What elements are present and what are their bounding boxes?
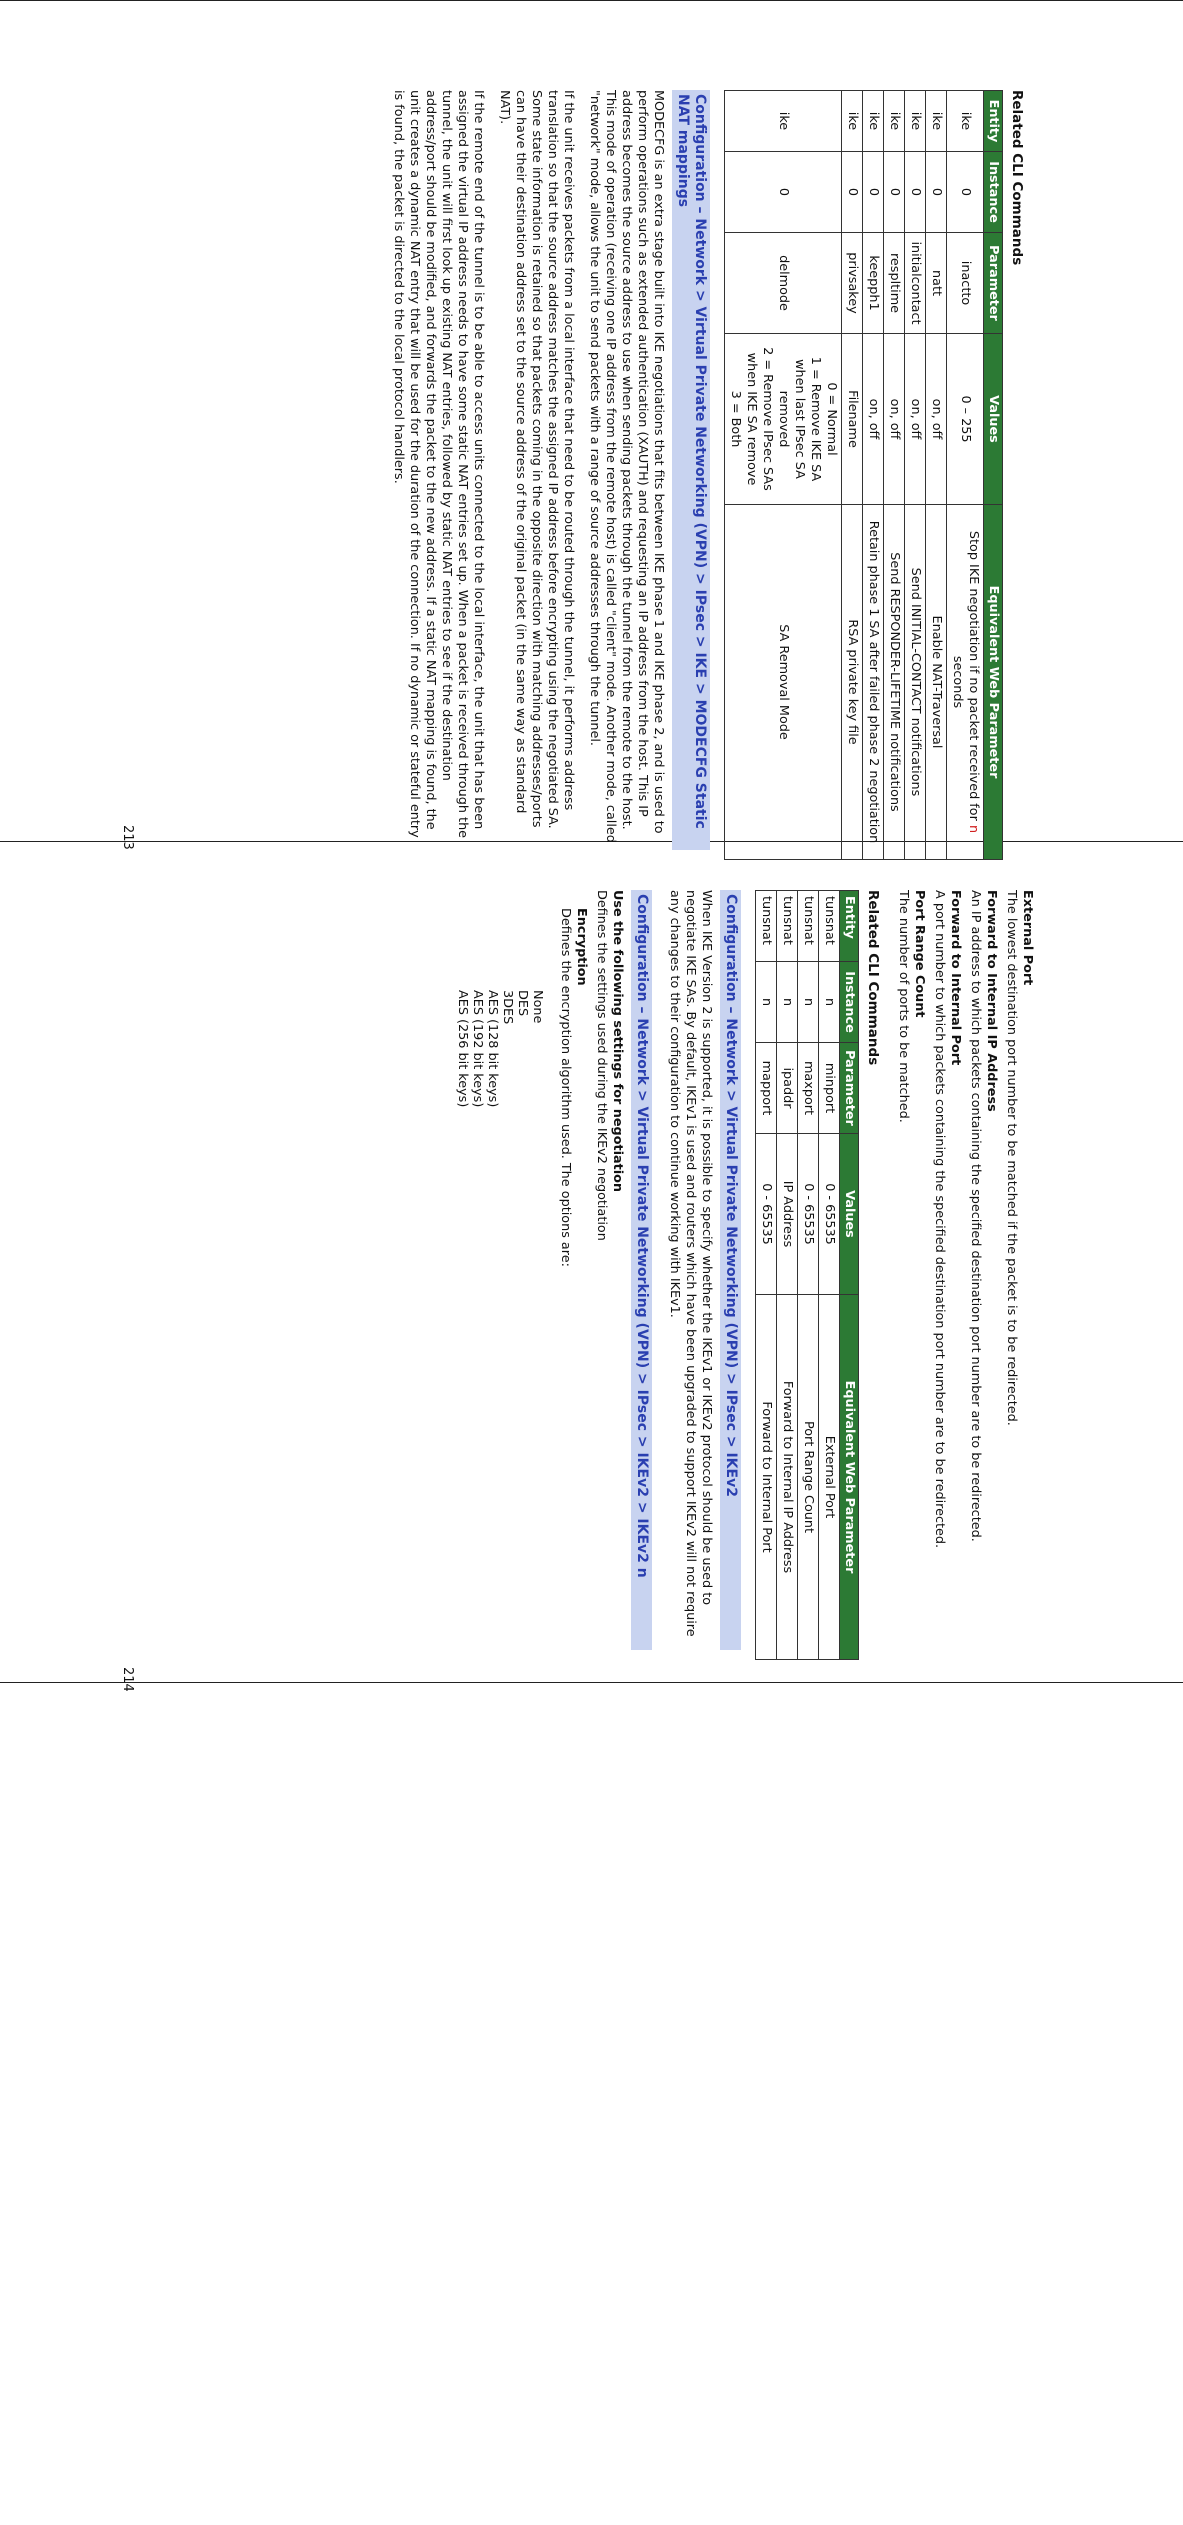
col-parameter: Parameter bbox=[840, 1043, 859, 1134]
cell-values: IP Address bbox=[777, 1134, 798, 1295]
value-line: 0 = Normal bbox=[824, 382, 839, 456]
encryption-desc: Defines the encryption algorithm used. The options are: bbox=[558, 908, 573, 1267]
value-line: 3 = Both bbox=[728, 390, 743, 448]
cell-entity: ike bbox=[725, 91, 842, 152]
field-desc: An IP address to which packets containing the specified destination port number are to be redirected. bbox=[968, 890, 983, 1542]
option-item: DES bbox=[515, 990, 530, 1017]
col-parameter: Parameter bbox=[984, 233, 1003, 334]
cell-instance: 0 bbox=[842, 152, 863, 233]
cell-entity: tunsnat bbox=[819, 891, 840, 962]
use-following-label: Use the following settings for negotiation bbox=[610, 890, 625, 1193]
cell-web: Send INITIAL-CONTACT notifications bbox=[905, 505, 926, 860]
page-number: 213 bbox=[120, 825, 135, 850]
col-web-parameter: Equivalent Web Parameter bbox=[840, 1295, 859, 1660]
col-values: Values bbox=[984, 334, 1003, 505]
field-desc: A port number to which packets containing the specified destination port number are to be redirected. bbox=[932, 890, 947, 1549]
cell-web: SA Removal Mode bbox=[725, 505, 842, 860]
cli-table-214 bbox=[755, 890, 859, 1660]
cell-values: on, off bbox=[926, 334, 947, 505]
web-text-n: n bbox=[966, 824, 981, 834]
cell-param: maxport bbox=[798, 1043, 819, 1134]
cell-instance: n bbox=[819, 962, 840, 1043]
cell-web: Enable NAT-Traversal bbox=[926, 505, 947, 860]
cell-entity: ike bbox=[926, 91, 947, 152]
cell-web: Forward to Internal IP Address bbox=[777, 1295, 798, 1660]
related-cli-heading: Related CLI Commands bbox=[1009, 90, 1025, 266]
encryption-options bbox=[455, 990, 545, 1650]
cell-instance: n bbox=[756, 962, 777, 1043]
table-row bbox=[842, 91, 863, 860]
cell-web: Retain phase 1 SA after failed phase 2 negotiation bbox=[863, 505, 884, 860]
table-header bbox=[840, 891, 859, 1660]
cell-param: privsakey bbox=[842, 233, 863, 334]
page-number: 214 bbox=[120, 1667, 135, 1692]
value-line: 1 = Remove IKE SA when last IPsec SA removed bbox=[776, 356, 823, 482]
section-title-ikev2-n: Configuration – Network > Virtual Private Networking (VPN) > IPsec > IKEv2 > IKEv2 n bbox=[631, 890, 652, 1650]
cell-web: External Port bbox=[819, 1295, 840, 1660]
paragraph: If the unit receives packets from a local interface that need to be routed through the tunnel, it performs address translation so that the source address matches the assigned IP address before encrypting using the negotiated SA. Some state information is retained so that packets coming in the opposite direction with matching addresses/ports can have their destination address set to the source address of the original packet (in the same way as standard NAT). bbox=[497, 90, 576, 829]
cell-entity: ike bbox=[884, 91, 905, 152]
col-web-parameter: Equivalent Web Parameter bbox=[984, 505, 1003, 860]
paragraph: If the remote end of the tunnel is to be able to access units connected to the local interface, the unit that has been assigned the virtual IP address needs to have some static NAT entries set up. When a packet is received through the tunnel, the unit will first look up existing NAT entries, followed by static NAT entries to see if the destination address/port should be modified, and forwards the packet to the new address. If a static NAT mapping is found, the unit creates a dynamic NAT entry that will be used for the duration of the connection. If no dynamic or stateful entry is found, the packet is directed to the local protocol handlers. bbox=[391, 90, 486, 839]
paragraph: When IKE Version 2 is supported, it is possible to specify whether the IKEv1 or IKEv2 protocol should be used to negotiate IKE SAs. By default, IKEv1 is used and routers which have been upgraded to support IKEv2 will not require any changes to their configuration to continue working with IKEv1. bbox=[667, 890, 714, 1637]
cell-instance: n bbox=[777, 962, 798, 1043]
encryption-block bbox=[557, 908, 589, 1650]
cell-instance: 0 bbox=[725, 152, 842, 233]
page-214 bbox=[0, 842, 1183, 2525]
field-label: Forward to Internal Port bbox=[948, 890, 963, 1066]
cell-param: minport bbox=[819, 1043, 840, 1134]
option-item: 3DES bbox=[500, 990, 515, 1025]
table-row bbox=[756, 891, 777, 1660]
col-entity: Entity bbox=[984, 91, 1003, 152]
field-desc: The lowest destination port number to be matched if the packet is to be redirected. bbox=[1004, 890, 1019, 1426]
cell-param: inactto bbox=[947, 233, 984, 334]
cell-instance: 0 bbox=[926, 152, 947, 233]
page-213-content bbox=[380, 90, 1025, 850]
field-port-range bbox=[895, 890, 927, 1650]
field-label: External Port bbox=[1020, 890, 1035, 986]
field-forward-ip bbox=[967, 890, 999, 1650]
cell-entity: ike bbox=[842, 91, 863, 152]
cell-entity: tunsnat bbox=[756, 891, 777, 962]
table-row bbox=[905, 91, 926, 860]
cell-entity: ike bbox=[947, 91, 984, 152]
cell-param: respltime bbox=[884, 233, 905, 334]
table-row bbox=[777, 891, 798, 1660]
cell-values: 0 - 65535 bbox=[819, 1134, 840, 1295]
use-following-desc: Defines the settings used during the IKEv2 negotiation bbox=[594, 890, 609, 1241]
cell-param: natt bbox=[926, 233, 947, 334]
cell-param: mapport bbox=[756, 1043, 777, 1134]
cell-values: 0 – 255 bbox=[947, 334, 984, 505]
related-cli-heading: Related CLI Commands bbox=[865, 890, 881, 1066]
cell-web: Forward to Internal Port bbox=[756, 1295, 777, 1660]
cell-values: Filename bbox=[842, 334, 863, 505]
cell-values: on, off bbox=[905, 334, 926, 505]
web-text-b: seconds bbox=[950, 655, 965, 709]
cell-web: Send RESPONDER-LIFETIME notifications bbox=[884, 505, 905, 860]
cell-param: keepph1 bbox=[863, 233, 884, 334]
cell-values: on, off bbox=[884, 334, 905, 505]
cell-param: delmode bbox=[725, 233, 842, 334]
cell-instance: n bbox=[798, 962, 819, 1043]
cell-param: initialcontact bbox=[905, 233, 926, 334]
col-instance: Instance bbox=[984, 152, 1003, 233]
section-title-modecfg: Configuration – Network > Virtual Private Networking (VPN) > IPsec > IKE > MODECFG Static NAT mappings bbox=[672, 90, 710, 850]
section-title-ikev2: Configuration – Network > Virtual Private Networking (VPN) > IPsec > IKEv2 bbox=[720, 890, 741, 1650]
col-instance: Instance bbox=[840, 962, 859, 1043]
field-desc: The number of ports to be matched. bbox=[896, 890, 911, 1123]
cell-web bbox=[947, 505, 984, 860]
cell-instance: 0 bbox=[863, 152, 884, 233]
cell-web: RSA private key file bbox=[842, 505, 863, 860]
table-row bbox=[947, 91, 984, 860]
cell-entity: tunsnat bbox=[777, 891, 798, 962]
option-item: AES (128 bit keys) bbox=[485, 990, 500, 1108]
cell-values: 0 - 65535 bbox=[798, 1134, 819, 1295]
encryption-label: Encryption bbox=[574, 908, 589, 986]
option-item: AES (256 bit keys) bbox=[455, 990, 470, 1108]
table-row bbox=[725, 91, 842, 860]
field-external-port bbox=[1003, 890, 1035, 1650]
cell-entity: tunsnat bbox=[798, 891, 819, 962]
table-row bbox=[798, 891, 819, 1660]
table-header bbox=[984, 91, 1003, 860]
table-row bbox=[926, 91, 947, 860]
cell-entity: ike bbox=[863, 91, 884, 152]
cell-param: ipaddr bbox=[777, 1043, 798, 1134]
cell-entity: ike bbox=[905, 91, 926, 152]
cell-instance: 0 bbox=[905, 152, 926, 233]
cell-values: on, off bbox=[863, 334, 884, 505]
option-item: AES (192 bit keys) bbox=[470, 990, 485, 1108]
cell-values: 0 - 65535 bbox=[756, 1134, 777, 1295]
page-214-content bbox=[455, 890, 1035, 1650]
cell-instance: 0 bbox=[884, 152, 905, 233]
col-entity: Entity bbox=[840, 891, 859, 962]
table-row bbox=[863, 91, 884, 860]
col-values: Values bbox=[840, 1134, 859, 1295]
cli-table-213 bbox=[724, 90, 1003, 860]
option-item: None bbox=[530, 990, 545, 1024]
field-label: Port Range Count bbox=[912, 890, 927, 1018]
paragraph: MODECFG is an extra stage built into IKE negotiations that fits between IKE phase 1 and IKE phase 2, and is used to perform operations such as extended authentication (XAUTH) and requesting an IP address from the host. This IP address becomes the source address to use when sending packets through the tunnel from the remote to the host. This mode of operation (receiving one IP address from the remote host) is called "client" mode. Another mode, called "network" mode, allows the unit to send packets with a range of source addresses through the tunnel. bbox=[587, 90, 666, 843]
table-row bbox=[819, 891, 840, 1660]
table-row bbox=[884, 91, 905, 860]
field-label: Forward to Internal IP Address bbox=[984, 890, 999, 1112]
web-text-a: Stop IKE negotiation if no packet received for bbox=[966, 530, 981, 825]
value-line: 2 = Remove IPsec SAs when IKE SA remove bbox=[744, 347, 775, 491]
cell-web: Port Range Count bbox=[798, 1295, 819, 1660]
field-forward-port bbox=[931, 890, 963, 1650]
cell-values bbox=[725, 334, 842, 505]
cell-instance: 0 bbox=[947, 152, 984, 233]
